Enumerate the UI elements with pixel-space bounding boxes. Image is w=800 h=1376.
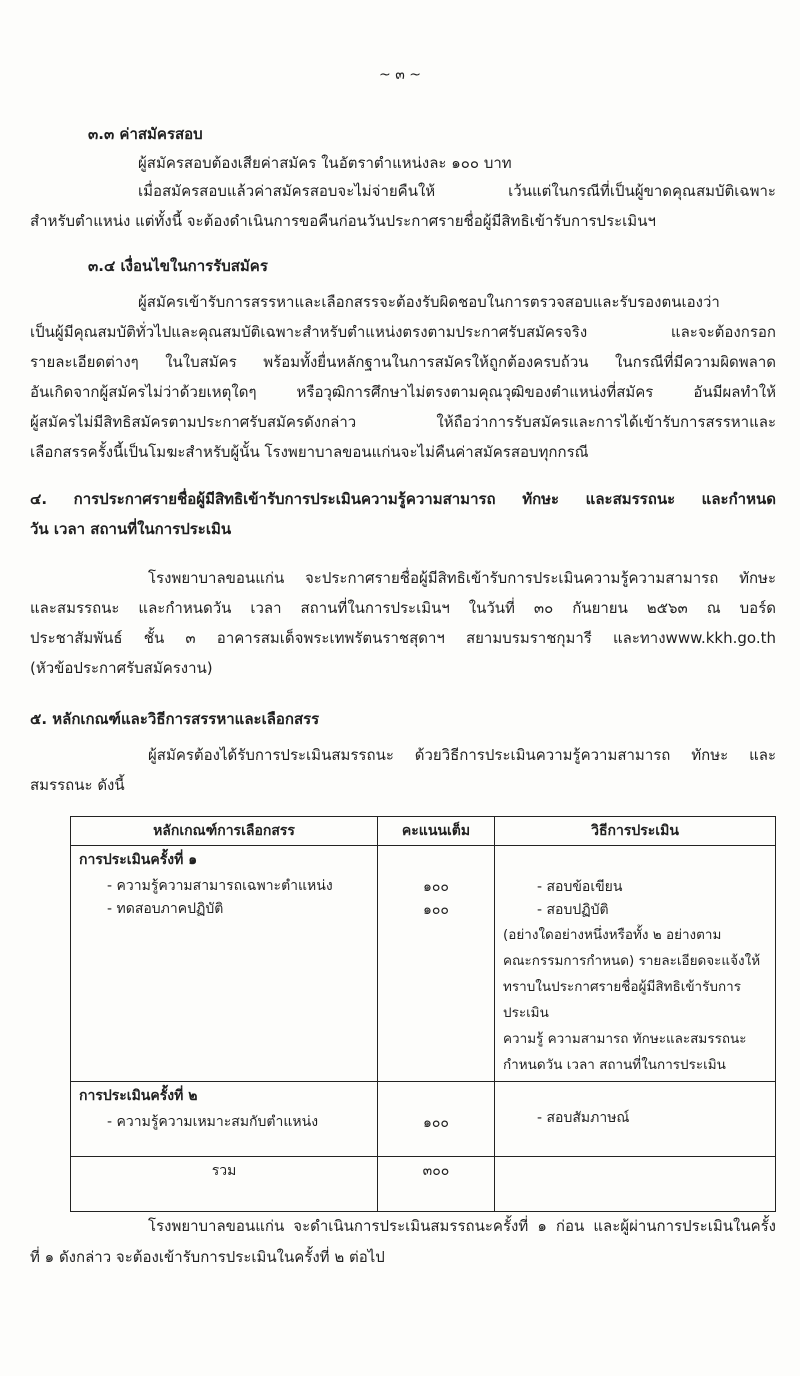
table-row <box>71 846 776 1082</box>
round2-title: การประเมินครั้งที่ ๒ <box>79 1088 198 1104</box>
round1-score-cell <box>378 846 495 1082</box>
table-row <box>71 1082 776 1157</box>
round2-method-cell <box>495 1082 776 1157</box>
total-method-cell <box>495 1157 776 1212</box>
round1-note-line: ความรู้ ความสามารถ ทักษะและสมรรถนะ <box>503 1031 747 1047</box>
round1-method: - สอบข้อเขียน <box>537 879 623 895</box>
section-3-4-line: ผู้สมัครเข้ารับการสรรหาและเลือกสรรจะต้องรับผิดชอบในการตรวจสอบและรับรองตนเองว่า <box>138 293 720 311</box>
round2-score: ๑๐๐ <box>423 1115 449 1131</box>
table-header-row <box>71 817 776 846</box>
section-3-4-heading: ๓.๔ เงื่อนไขในการรับสมัคร <box>88 257 268 275</box>
total-score: ๓๐๐ <box>378 1157 495 1212</box>
round2-score-cell <box>378 1082 495 1157</box>
section-3-3-refund-line1: เมื่อสมัครสอบแล้วค่าสมัครสอบจะไม่จ่ายคืนให้ เว้นแต่ในกรณีที่เป็นผู้ขาดคุณสมบัติเฉพาะ <box>138 182 776 200</box>
section-5-intro-line1: ผู้สมัครต้องได้รับการประเมินสมรรถนะ ด้วยวิธีการประเมินความรู้ความสามารถ ทักษะ และ <box>148 746 776 764</box>
round1-criteria-cell <box>71 846 378 1082</box>
page-number: ~ ๓ ~ <box>379 67 421 83</box>
round1-title: การประเมินครั้งที่ ๑ <box>79 852 198 868</box>
closing-line2: ที่ ๑ ดังกล่าว จะต้องเข้ารับการประเมินในครั้งที่ ๒ ต่อไป <box>30 1248 385 1266</box>
round1-note-line: กำหนดวัน เวลา สถานที่ในการประเมิน <box>503 1057 726 1073</box>
section-3-3-heading: ๓.๓ ค่าสมัครสอบ <box>88 125 203 143</box>
round1-score: ๑๐๐ <box>423 902 449 918</box>
round2-criteria-cell <box>71 1082 378 1157</box>
section-3-4-line: ผู้สมัครไม่มีสิทธิสมัครตามประกาศรับสมัครดังกล่าว ให้ถือว่าการรับสมัครและการได้เข้ารับการสรรหาและ <box>30 413 776 431</box>
section-4-heading-line1: ๔. การประกาศรายชื่อผู้มีสิทธิเข้ารับการประเมินความรู้ความสามารถ ทักษะ และสมรรถนะ และกำหนด <box>30 490 776 508</box>
round1-item: - ทดสอบภาคปฏิบัติ <box>107 901 224 917</box>
criteria-table <box>70 816 776 1212</box>
round2-item: - ความรู้ความเหมาะสมกับตำแหน่ง <box>107 1114 319 1130</box>
closing-line1: โรงพยาบาลขอนแก่น จะดำเนินการประเมินสมรรถนะครั้งที่ ๑ ก่อน และผู้ผ่านการประเมินในครั้ง <box>148 1217 776 1235</box>
column-header: วิธีการประเมิน <box>495 817 776 846</box>
section-3-3-fee: ผู้สมัครสอบต้องเสียค่าสมัคร ในอัตราตำแหน่งละ ๑๐๐ บาท <box>138 154 512 172</box>
section-3-4-line: รายละเอียดต่างๆ ในใบสมัคร พร้อมทั้งยื่นหลักฐานในการสมัครให้ถูกต้องครบถ้วน ในกรณีที่มีความผิดพลาด <box>30 353 776 371</box>
round1-item: - ความรู้ความสามารถเฉพาะตำแหน่ง <box>107 878 333 894</box>
round1-method: - สอบปฏิบัติ <box>537 902 609 918</box>
section-4-line: และสมรรถนะ และกำหนดวัน เวลา สถานที่ในการประเมินฯ ในวันที่ ๓๐ กันยายน ๒๕๖๓ ณ บอร์ด <box>30 599 776 617</box>
table-total-row <box>71 1157 776 1212</box>
section-3-4-line: อันเกิดจากผู้สมัครไม่ว่าด้วยเหตุใดๆ หรือวุฒิการศึกษาไม่ตรงตามคุณวุฒิของตำแหน่งที่สมัคร อันมีผลทำให้ <box>30 383 776 401</box>
section-4-line: โรงพยาบาลขอนแก่น จะประกาศรายชื่อผู้มีสิทธิเข้ารับการประเมินความรู้ความสามารถ ทักษะ <box>148 569 776 587</box>
round1-score: ๑๐๐ <box>423 879 449 895</box>
column-header: คะแนนเต็ม <box>378 817 495 846</box>
section-4-line: (หัวข้อประกาศรับสมัครงาน) <box>30 659 213 677</box>
section-4-line: ประชาสัมพันธ์ ชั้น ๓ อาคารสมเด็จพระเทพรัตนราชสุดาฯ สยามบรมราชกุมารี และทางwww.kkh.go.th <box>30 629 776 647</box>
round2-method: - สอบสัมภาษณ์ <box>537 1110 630 1126</box>
round1-method-cell <box>495 846 776 1082</box>
section-3-4-line: เป็นผู้มีคุณสมบัติทั่วไปและคุณสมบัติเฉพาะสำหรับตำแหน่งตรงตามประกาศรับสมัครจริง และจะต้องกรอก <box>30 323 776 341</box>
section-5-heading: ๕. หลักเกณฑ์และวิธีการสรรหาและเลือกสรร <box>30 710 320 728</box>
round1-note-line: ทราบในประกาศรายชื่อผู้มีสิทธิเข้ารับการประเมิน <box>503 979 741 1021</box>
section-5-intro-line2: สมรรถนะ ดังนี้ <box>30 776 125 794</box>
section-3-3-refund-line2: สำหรับตำแหน่ง แต่ทั้งนี้ จะต้องดำเนินการขอคืนก่อนวันประกาศรายชื่อผู้มีสิทธิเข้ารับการประเมินฯ <box>30 212 656 230</box>
round1-note-line: คณะกรรมการกำหนด) รายละเอียดจะแจ้งให้ <box>503 953 761 969</box>
section-4-heading-line2: วัน เวลา สถานที่ในการประเมิน <box>30 520 232 538</box>
column-header: หลักเกณฑ์การเลือกสรร <box>71 817 378 846</box>
section-3-4-line: เลือกสรรครั้งนี้เป็นโมฆะสำหรับผู้นั้น โรงพยาบาลขอนแก่นจะไม่คืนค่าสมัครสอบทุกกรณี <box>30 443 589 461</box>
total-label: รวม <box>71 1157 378 1212</box>
round1-note-line: (อย่างใดอย่างหนึ่งหรือทั้ง ๒ อย่างตาม <box>503 927 722 943</box>
